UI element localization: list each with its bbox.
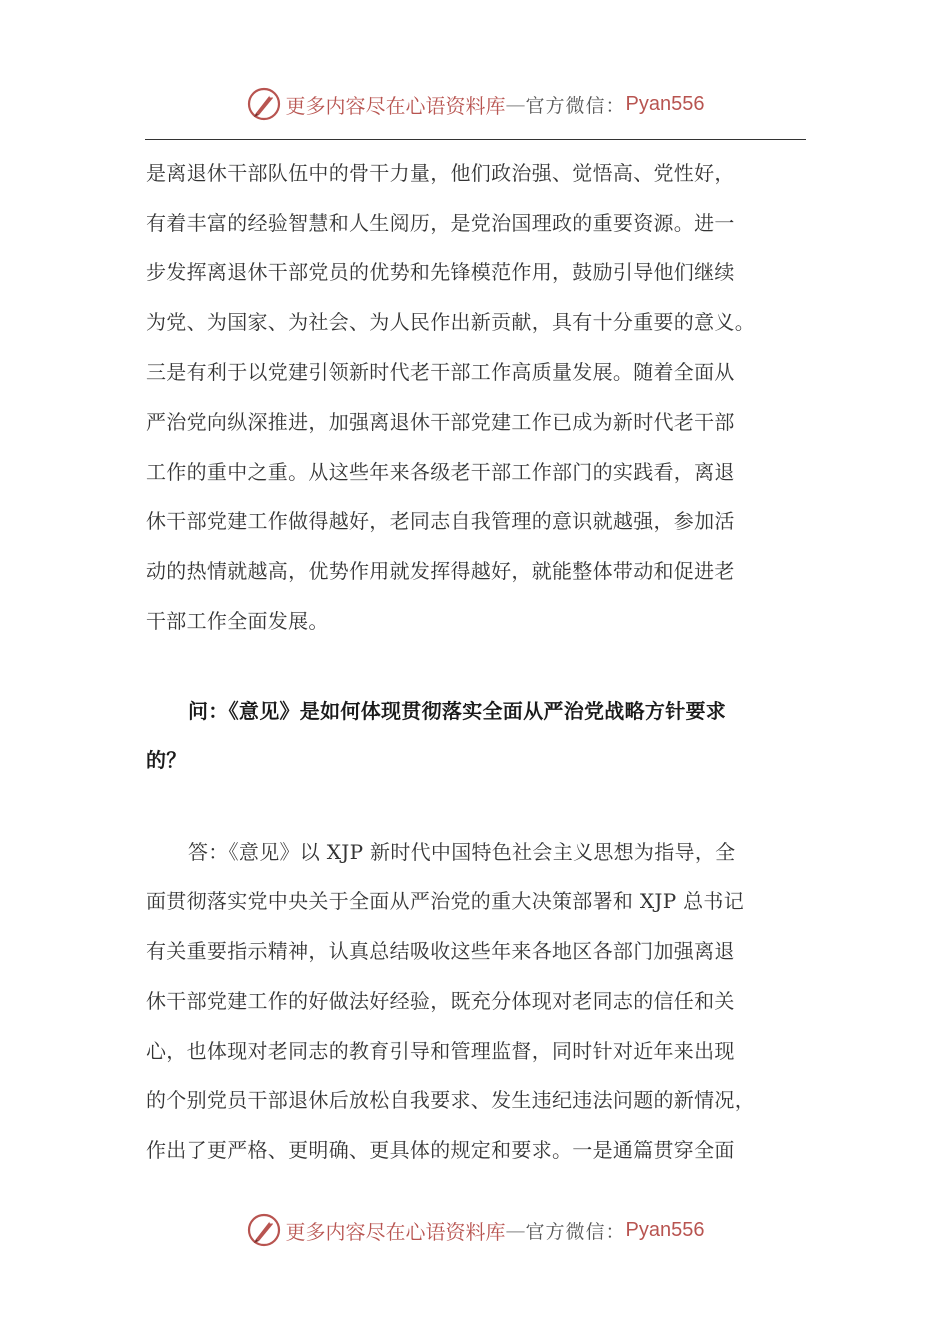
- pen-logo-icon: [246, 1212, 282, 1248]
- text-line: 休干部党建工作做得越好，老同志自我管理的意识就越强，参加活: [146, 509, 735, 533]
- header-banner: [0, 84, 950, 124]
- answer-line: 面贯彻落实党中央关于全面从严治党的重大决策部署和 XJP 总书记: [146, 889, 745, 913]
- text-line: 动的热情就越高，优势作用就发挥得越好，就能整体带动和促进老: [146, 559, 735, 583]
- banner-separator: —: [505, 1218, 526, 1242]
- question-line: 的？: [146, 748, 187, 772]
- answer-line: 答：《意见》以 XJP 新时代中国特色社会主义思想为指导，全: [188, 840, 736, 864]
- banner-title: 更多内容尽在心语资料库: [285, 93, 506, 118]
- text-line: 为党、为国家、为社会、为人民作出新贡献，具有十分重要的意义。: [146, 310, 755, 334]
- text-line: 干部工作全面发展。: [146, 609, 329, 633]
- banner-wechat-label: 官方微信：: [525, 94, 626, 117]
- answer-line: 心，也体现对老同志的教育引导和管理监督，同时针对近年来出现: [146, 1039, 735, 1063]
- answer-line: 的个别党员干部退休后放松自我要求、发生违纪违法问题的新情况，: [146, 1088, 755, 1112]
- answer-line: 有关重要指示精神，认真总结吸收这些年来各地区各部门加强离退: [146, 939, 735, 963]
- answer-line: 作出了更严格、更明确、更具体的规定和要求。一是通篇贯穿全面: [146, 1138, 735, 1162]
- banner-wechat-label: 官方微信：: [525, 1220, 626, 1243]
- banner-wechat-id: Pyan556: [625, 92, 705, 115]
- text-line: 步发挥离退休干部党员的优势和先锋模范作用，鼓励引导他们继续: [146, 260, 735, 284]
- text-line: 工作的重中之重。从这些年来各级老干部工作部门的实践看，离退: [146, 460, 735, 484]
- banner-wechat-id: Pyan556: [625, 1218, 705, 1241]
- banner-title: 更多内容尽在心语资料库: [285, 1219, 506, 1244]
- text-line: 是离退休干部队伍中的骨干力量，他们政治强、觉悟高、党性好，: [146, 161, 735, 185]
- pen-logo-icon: [246, 86, 282, 122]
- question-line: 问：《意见》是如何体现贯彻落实全面从严治党战略方针要求: [188, 699, 727, 723]
- text-line: 严治党向纵深推进，加强离退休干部党建工作已成为新时代老干部: [146, 410, 735, 434]
- text-line: 三是有利于以党建引领新时代老干部工作高质量发展。随着全面从: [146, 360, 735, 384]
- footer-banner: [0, 1210, 950, 1250]
- banner-separator: —: [505, 92, 526, 116]
- answer-line: 休干部党建工作的好做法好经验，既充分体现对老同志的信任和关: [146, 989, 735, 1013]
- text-line: 有着丰富的经验智慧和人生阅历，是党治国理政的重要资源。进一: [146, 211, 735, 235]
- header-divider: [145, 139, 806, 140]
